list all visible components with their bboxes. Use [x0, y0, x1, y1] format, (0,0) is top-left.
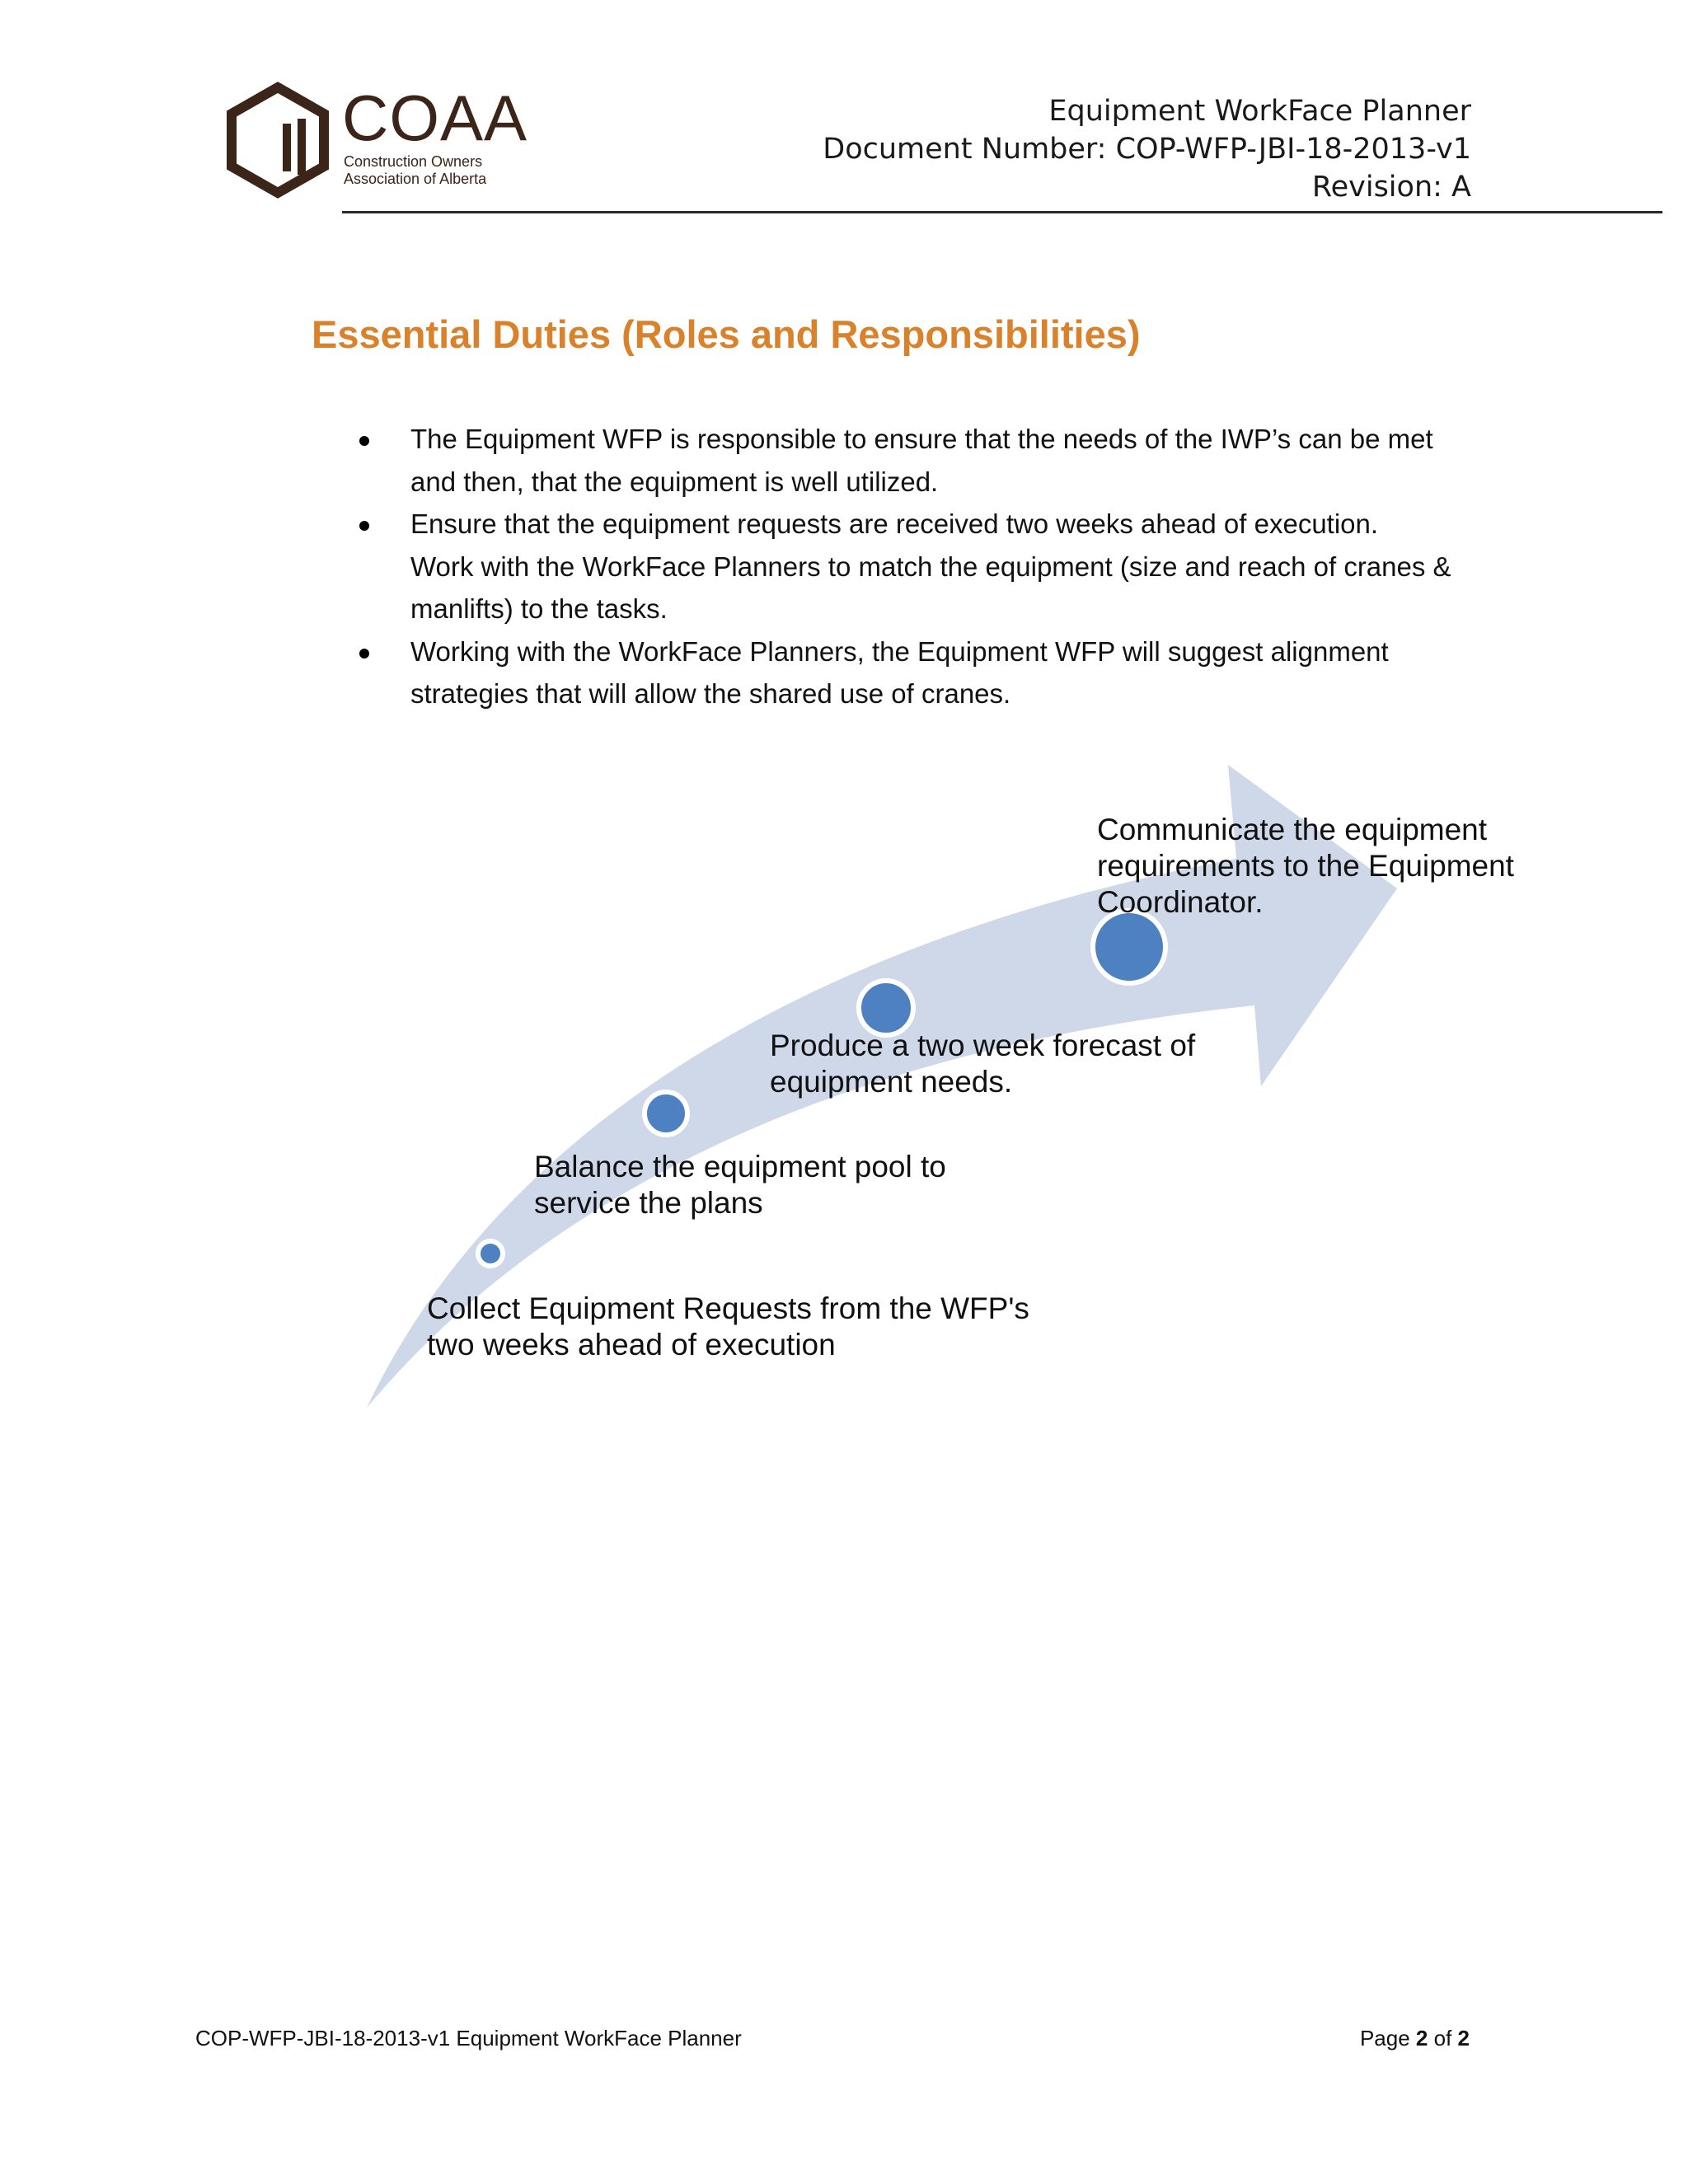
step-3-label: [770, 1028, 1195, 1100]
bullet-3-line-1: Working with the WorkFace Planners, the Equipment WFP will suggest alignment: [410, 635, 1389, 667]
logo-name: COAA: [342, 82, 528, 154]
step-4-label: [1097, 812, 1514, 921]
step-2-label: [534, 1149, 946, 1221]
header-revision: Revision: A: [1311, 171, 1471, 204]
step-3-line-1: Produce a two week forecast of: [770, 1029, 1196, 1062]
section-title: Essential Duties (Roles and Responsibilities): [312, 312, 1141, 356]
step-2-marker: [645, 1092, 687, 1135]
step-1-marker: [478, 1241, 503, 1266]
header-title: Equipment WorkFace Planner: [1048, 95, 1471, 128]
bullet-2-line-2: Work with the WorkFace Planners to match the equipment (size and reach of cranes &: [410, 551, 1451, 582]
footer-page-number: [1360, 2026, 1470, 2051]
step-4-marker: [1093, 911, 1165, 983]
page-total: 2: [1457, 2026, 1470, 2050]
logo-subtitle-line1: Construction Owners: [344, 153, 483, 170]
doc-number-value: COP-WFP-JBI-18-2013-v1: [1115, 133, 1471, 166]
page-word: Page: [1359, 2026, 1416, 2050]
step-4-line-3: Coordinator.: [1097, 885, 1264, 919]
doc-number-label: Document Number:: [823, 133, 1116, 166]
bullet-1-line-2: and then, that the equipment is well utilized.: [410, 466, 939, 497]
step-4-line-2: requirements to the Equipment: [1097, 849, 1514, 883]
step-2-line-1: Balance the equipment pool to: [534, 1150, 946, 1183]
page-current: 2: [1415, 2026, 1428, 2050]
bullet-1-line-1: The Equipment WFP is responsible to ensure that the needs of the IWP’s can be met: [410, 424, 1433, 454]
step-1-line-1: Collect Equipment Requests from the WFP's: [427, 1291, 1029, 1325]
bullet-2-line-3: manlifts) to the tasks.: [410, 593, 668, 624]
logo-subtitle-line2: Association of Alberta: [344, 171, 487, 187]
page-of: of: [1428, 2026, 1458, 2050]
step-4-line-1: Communicate the equipment: [1097, 813, 1488, 846]
bullet-2-line-1: Ensure that the equipment requests are received two weeks ahead of execution.: [410, 509, 1379, 539]
step-2-line-2: service the plans: [534, 1186, 763, 1220]
step-3-line-2: equipment needs.: [770, 1065, 1013, 1099]
bullet-3-line-2: strategies that will allow the shared use of cranes.: [410, 678, 1011, 709]
footer-document-title: COP-WFP-JBI-18-2013-v1 Equipment WorkFace Planner: [195, 2026, 742, 2050]
step-1-label: [427, 1291, 1029, 1363]
step-1-line-2: two weeks ahead of execution: [427, 1328, 836, 1361]
